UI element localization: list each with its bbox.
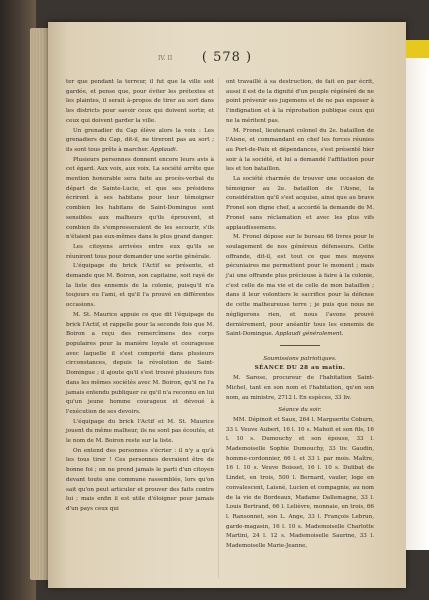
- paragraph-text: M. Fronel dépose sur le bureau 66 livres pour le soulagement de nos généreux défenseurs. Cette offrande, dit-il, est tout ce que mes moyens pécuniaires me permettent pour le moment ; mais j'ai une offrande plus précieuse à faire à la colonie, c'est celle de ma vie et de celle de mon bataillon ; dans il leur volontiers le sacrifice pour la défense de cette malheureuse terre ; je puis que nous ne négligerons rien, et nous l'avons prouvé dernièrement, pour anéantir tous les ennemis de Saint-Domingue.: [226, 234, 374, 338]
- paragraph: [226, 233, 374, 340]
- paragraph: Plusieurs personnes donnent encore leurs avis à cet égard. Aux voix, aux voix. La société arrête que mention honorable sera faite au procès-verbal du départ de Sainte-Lucie, et que ses présidens écriront à ses habitans pour leur témoigner combien les habitans de Saint-Domingue sont sensibles aux malheurs qu'ils éprouvent, et combien ils s'empresseraient de les secourir, s'ils n'étaient pas eux-mêmes dans le plus grand danger.: [66, 156, 214, 241]
- session-heading: SÉANCE DU 28 au matin.: [254, 365, 346, 372]
- left-column: [66, 78, 214, 515]
- paragraph: L'équipage du brick l'Actif et M. St. Maurice jouent du même malheur, ils ne sont pas écoutés, et le nom de M. Boiron reste sur la liste.: [66, 418, 214, 445]
- column-gutter: [218, 78, 219, 578]
- color-tab: [406, 40, 429, 58]
- paragraph: M. St. Maurice appuie ce que dit l'équipage du brick l'Actif, et rappelle pour la seconde fois que M. Boiron a reçu des remercîmens des corps populaires pour la manière loyale et courageuse avec laquelle il s'est comporté dans plusieurs circonstances, depuis la révolution de Saint-Domingue ; il ajoute qu'il s'est trouvé plusieurs fois dans les mêmes sociétés avec M. Boiron, qu'il ne l'a jamais entendu publiquer ce qu'il n'a reconnu en lui qu'un jeune homme courageux et dévoué à l'exécution de ses devoirs.: [66, 311, 214, 415]
- paragraph: [66, 127, 214, 156]
- page-number: ( 578 ): [201, 50, 253, 65]
- session-subheading: Séance du soir.: [278, 407, 322, 414]
- paragraph: La société charmée de trouver une occasion de témoigner au 2e. bataillon de l'Aisne, la considération qu'il s'est acquise, ainsi que au brave Fronel son digne chef, a accordé la demande de M. Fronel sans réclamation et avec les plus vifs applaudissemens.: [226, 176, 374, 231]
- book-page: [48, 22, 406, 588]
- paragraph: M. Sarose, procureur de l'habitation Saint-Michel, tant en son nom et l'habitation, qu'en son nom, au ministre, 2712 l. En espèces, 33 liv.: [226, 375, 374, 401]
- paragraph: On entend des personnes s'écrier : il n'y a qu'à les tous tirer ! Ces personnes devraient être de bonne foi ; on ne prend jamais le parti d'un citoyen devant toute une commune rassemblée, lors qu'on sait qu'on peut articuler et prouver des faits contre lui ; mais enfin il est utile d'éloigner pour jamais d'un pays ceux qui: [66, 447, 214, 512]
- paragraph-text: Un grenadier du Cap élève alors la voix : Les grenadiers du Cap, dit-il, ne tireront pas au sort ; ils sont tous prêts à marcher.: [66, 127, 214, 153]
- section-heading: Soumissions patriotiques.: [263, 355, 337, 362]
- paragraph: ont travaillé à sa destruction, de fait en par écrit, aussi il est de la dignité d'un peuple régénéré de ne point prévenir ses jugemens et de ne pas exposer à l'indignation et à la réprobation publique ceux qui ne la méritent pas.: [226, 79, 374, 124]
- paragraph: L'équipage du brick l'Actif se présente, et demande que M. Boiron, son capitaine, soit rayé de la liste des ennemis de la colonie, puisqu'il n'a toujours eu l'ami, et qu'il l'a prouvé en différentes occasions.: [66, 263, 214, 309]
- running-head: IV. II: [158, 55, 173, 62]
- section-rule: [226, 342, 374, 352]
- paragraph: MM. Dépinoit et Saux, 264 l. Marguerite Coburn, 33 l. Veuve Aubert, 16 l. 10 s. Mahoit et son fils, 16 l. 10 s. Dumouchy et son épouse, 33 l. Mademoiselle Sophie Dumouchy, 33 liv. Gaudin, homme-cordonnier, 66 l. et 33 l. par mois. Maître, 16 l. 10 s. Veuve Boisset, 16 l. 10 s. Dulibat de Lindet, en trois, 500 l. Bernard, vauler, loge en convalescent, Laisné, Lucien et compagnie, au nom de la vie de Bordeaux, Madame Dallemagne, 33 l. Louis Bertrand, 66 l. Lelièvre, monnaie, en trois, 66 l. Ransonnet, son L. Ange, 33 l. François Lebrun, garde-magasin, 16 l. 10 s. Mademoiselle Charlotte Martini, 24 l. 12 s. Mademoiselle Saurine, 33 l. Mademoiselle Marie-Jeanne,: [226, 416, 374, 550]
- applause-note: Applaudi généralement.: [275, 331, 344, 338]
- paragraph: M. Fronel, lieutenant colonel du 2e. bataillon de l'Aisne, et commandant en chef les forces réunies au Port-de-Paix et dépendances, s'est présenté hier soir à la société, et lui a demandé l'affiliation pour les et ton bataillon.: [226, 127, 374, 173]
- paragraph: ter que pendant la terreur, il fut que la ville soit gardée, et pense que, pour éviter les prétextes et les plaintes, il serait à-propos de tirer au sort dans les districts pour savoir ceux qui doivent sortir, et ceux qui doivent garder la ville.: [66, 79, 214, 124]
- paragraph: Les citoyens arrivées entre eux qu'ils se réuniront tous pour demander une sortie générale.: [66, 243, 214, 260]
- adjacent-page-edge: [406, 40, 429, 550]
- right-column: [226, 78, 374, 552]
- applause-note: Applaudi.: [150, 146, 178, 153]
